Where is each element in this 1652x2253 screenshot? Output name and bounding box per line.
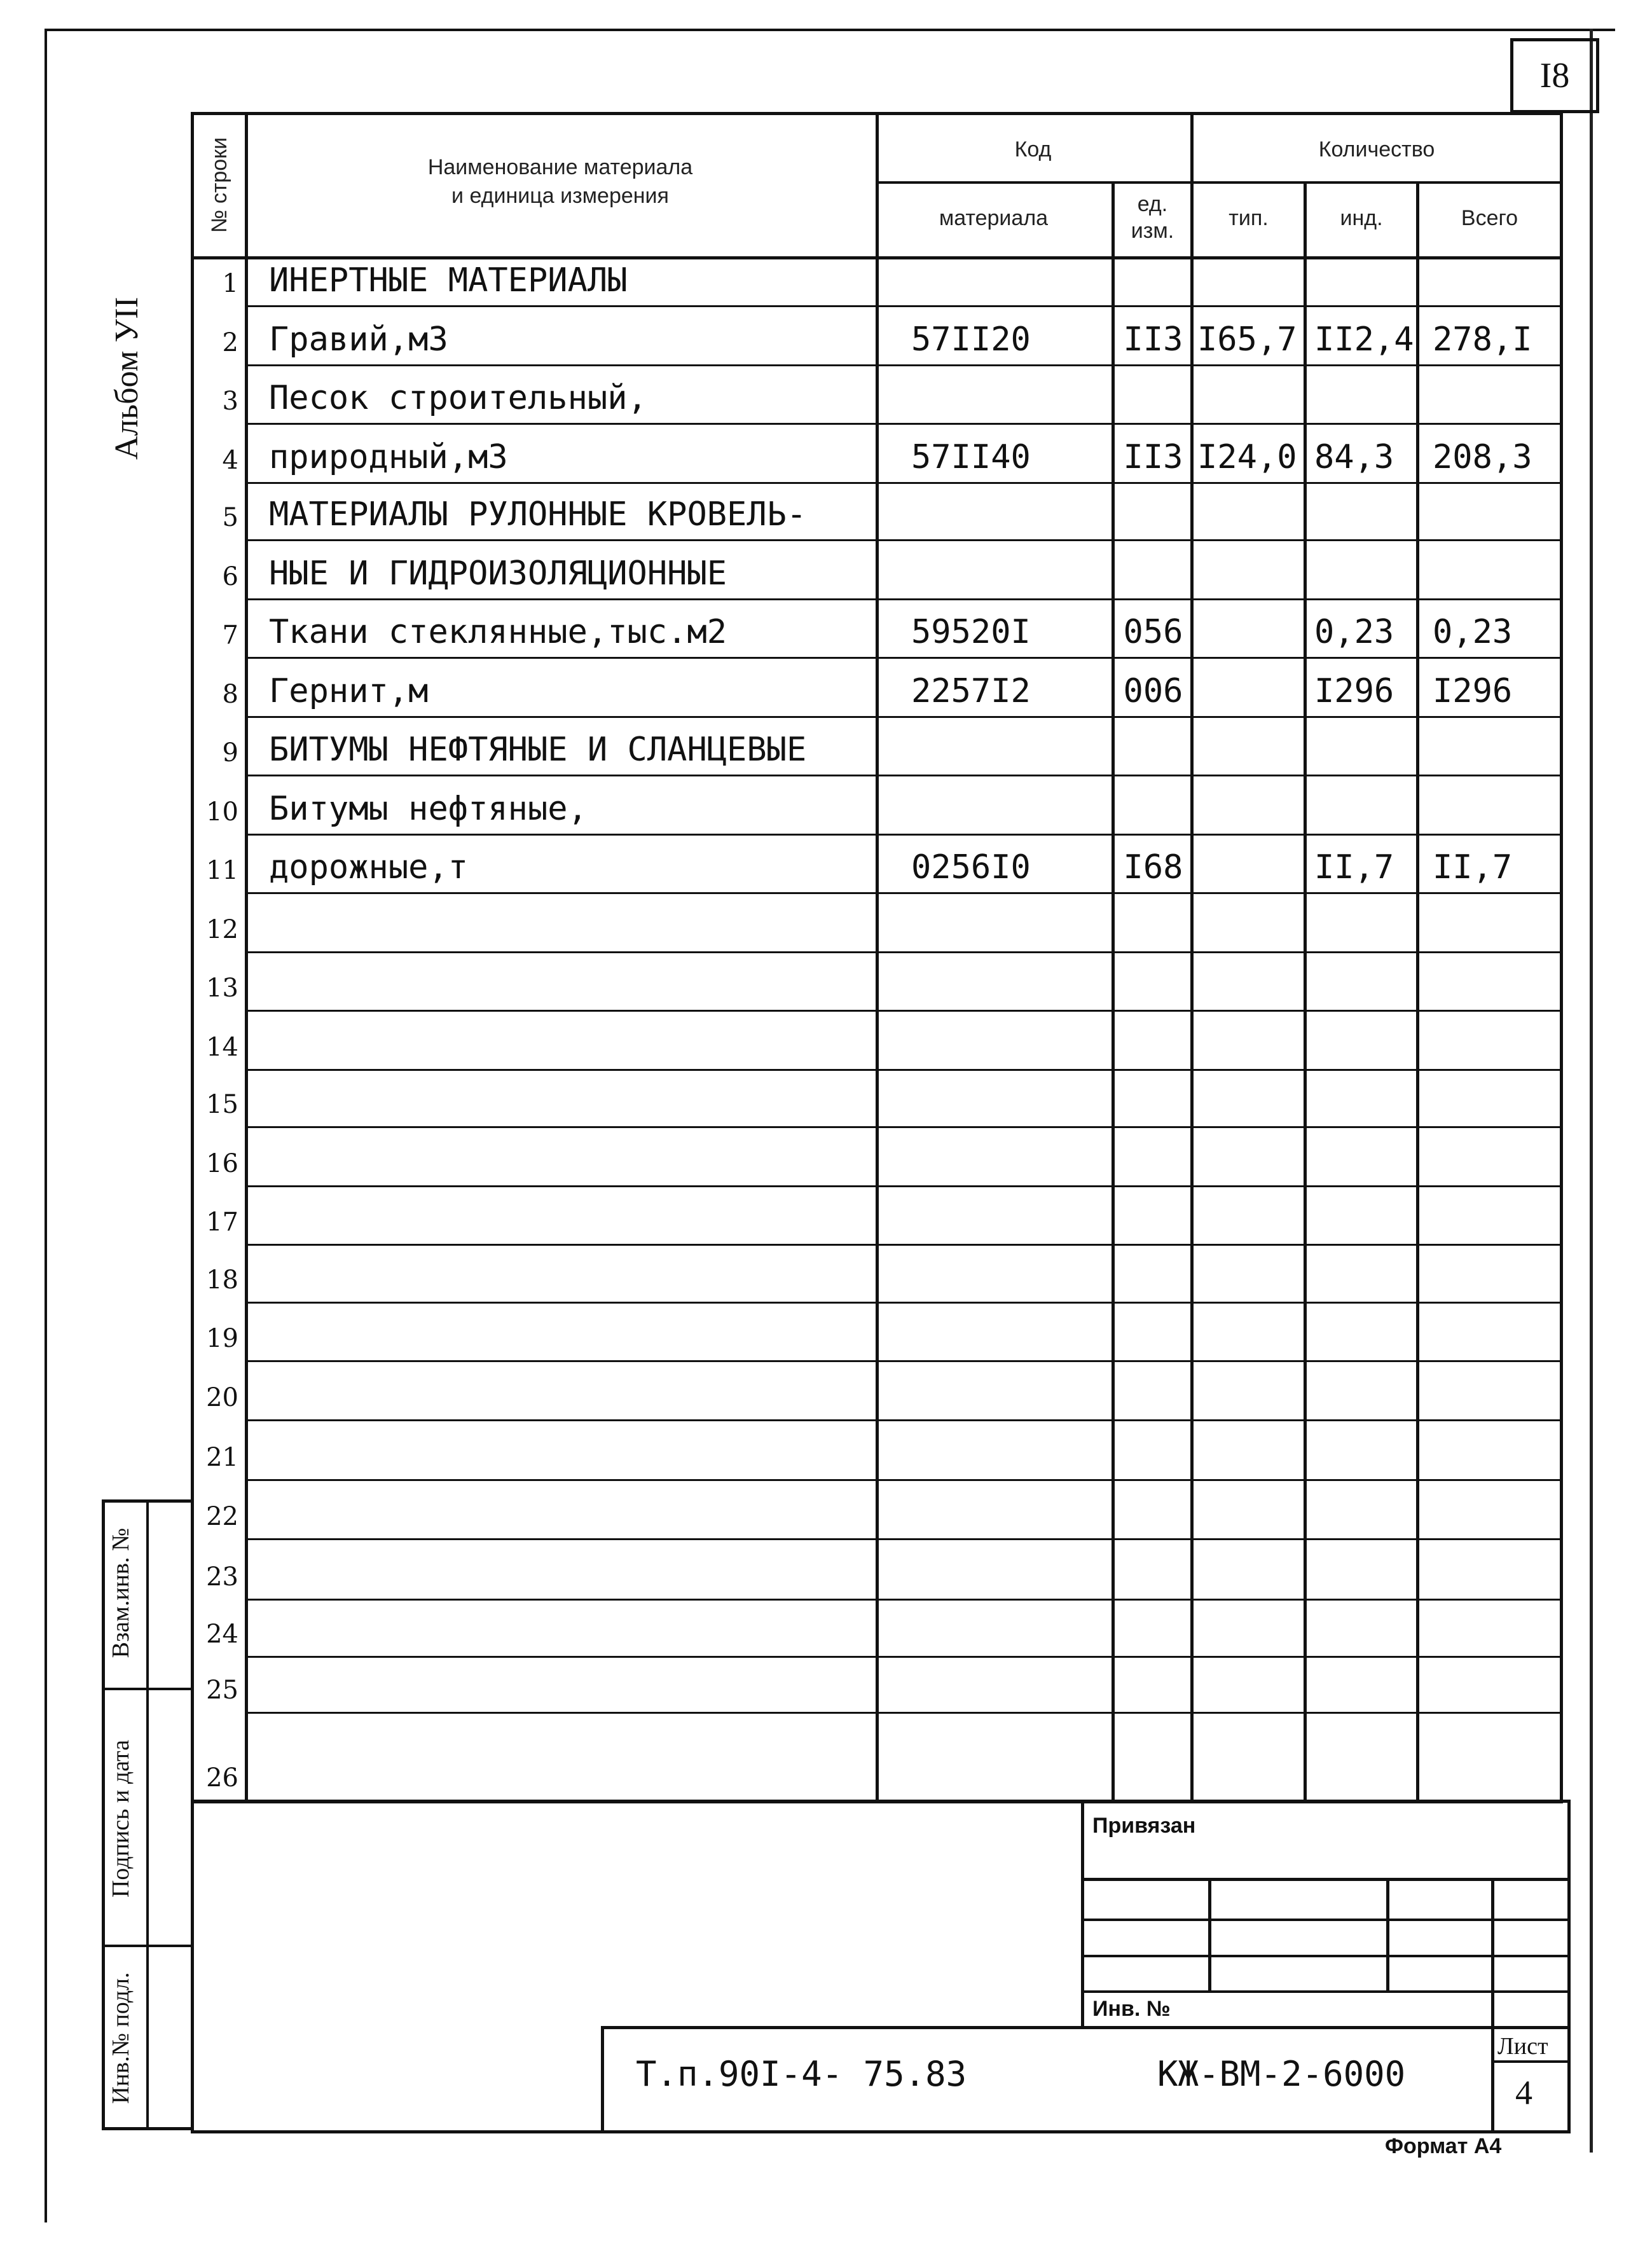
- row-number: 8: [222, 680, 238, 709]
- material-name: Гравий,м3: [269, 320, 448, 359]
- table-row: [194, 1246, 1561, 1304]
- table-row: [194, 659, 1561, 718]
- row-number: 12: [206, 915, 238, 944]
- row-number: 24: [206, 1620, 238, 1649]
- header-name-line2: и единица измерения: [451, 184, 669, 208]
- header-qty-ind: инд.: [1340, 206, 1383, 230]
- unit-code: II3: [1123, 438, 1183, 476]
- table-row: [194, 1071, 1561, 1128]
- title-sheet-hline: [1491, 2060, 1571, 2063]
- title-doc-left-border: [601, 2026, 604, 2133]
- table-row: [194, 1187, 1561, 1246]
- row-number: 15: [206, 1090, 238, 1119]
- material-name: МАТЕРИАЛЫ РУЛОННЫЕ КРОВЕЛЬ-: [269, 495, 807, 534]
- header-qty-total: Всего: [1461, 206, 1518, 230]
- material-code: 0256I0: [911, 848, 1031, 886]
- title-grid-vline-2: [1386, 1878, 1389, 1992]
- material-name: Ткани стеклянные,тыс.м2: [269, 613, 727, 651]
- qty-total: 208,3: [1433, 438, 1532, 476]
- material-code: 57II20: [911, 320, 1031, 359]
- qty-individual: 0,23: [1314, 613, 1394, 651]
- title-grid-line-1: [1081, 1919, 1571, 1921]
- title-privyazan-left-border: [1081, 1800, 1084, 2029]
- header-code-unit-line2: изм.: [1131, 219, 1174, 243]
- qty-typical: I65,7: [1197, 320, 1297, 359]
- qty-total: 0,23: [1433, 613, 1513, 651]
- table-row: [194, 1540, 1561, 1601]
- material-code: 57II40: [911, 438, 1031, 476]
- header-code-unit-line1: ед.: [1137, 192, 1168, 216]
- row-number: 17: [206, 1208, 238, 1237]
- header-name-line1: Наименование материала: [427, 155, 693, 179]
- row-number: 13: [206, 974, 238, 1003]
- title-grid-vline-1: [1208, 1878, 1211, 1992]
- qty-total: I296: [1433, 672, 1513, 710]
- table-row: [194, 1012, 1561, 1071]
- table-row: [194, 307, 1561, 366]
- left-stamp-divider-1: [102, 1688, 194, 1690]
- header-code-material: материала: [939, 206, 1049, 230]
- left-stamp-divider-vertical: [146, 1499, 149, 2130]
- title-grid-line-3: [1081, 1990, 1571, 1993]
- table-row: [194, 259, 1561, 307]
- row-number: 25: [206, 1676, 238, 1705]
- table-row: [194, 1362, 1561, 1421]
- table-row: [194, 1128, 1561, 1187]
- row-number: 22: [206, 1502, 238, 1531]
- materials-table: [191, 112, 1563, 1803]
- row-number: 10: [206, 797, 238, 827]
- qty-total: 278,I: [1433, 320, 1532, 359]
- row-number: 14: [206, 1033, 238, 1062]
- row-number: 7: [222, 621, 238, 650]
- table-row: [194, 718, 1561, 776]
- title-inv-line: [601, 2026, 1571, 2029]
- table-row: [194, 1421, 1561, 1481]
- table-row: [194, 425, 1561, 484]
- material-code: 59520I: [911, 613, 1031, 651]
- row-number: 5: [222, 503, 238, 532]
- title-grid-line-2: [1081, 1955, 1571, 1957]
- unit-code: I68: [1123, 848, 1183, 886]
- table-row: [194, 894, 1561, 953]
- title-sheet-value: 4: [1515, 2074, 1532, 2112]
- qty-individual: II,7: [1314, 848, 1394, 886]
- material-name: Песок строительный,: [269, 379, 647, 417]
- table-row: [194, 366, 1561, 425]
- row-number: 2: [222, 328, 238, 357]
- title-privyazan-label: Привязан: [1092, 1814, 1196, 1838]
- table-row: [194, 484, 1561, 541]
- title-privyazan-line: [1081, 1878, 1571, 1881]
- table-row: [194, 600, 1561, 659]
- row-number: 23: [206, 1562, 238, 1592]
- table-row: [194, 1601, 1561, 1658]
- header-qty-type: тип.: [1229, 206, 1269, 230]
- unit-code: II3: [1123, 320, 1183, 359]
- title-sheet-label: Лист: [1497, 2033, 1548, 2060]
- table-row: [194, 541, 1561, 600]
- row-number: 19: [206, 1324, 238, 1353]
- material-name: БИТУМЫ НЕФТЯНЫЕ И СЛАНЦЕВЫЕ: [269, 731, 807, 769]
- material-name: дорожные,т: [269, 848, 469, 886]
- row-number: 4: [222, 446, 238, 475]
- material-name: Гернит,м: [269, 672, 429, 710]
- title-drawing-code: КЖ-ВМ-2-6000: [1157, 2054, 1406, 2094]
- stamp-vzam-inv: Взам.инв. №: [107, 1527, 134, 1658]
- material-name: природный,м3: [269, 438, 508, 476]
- header-subdivider: [876, 181, 1560, 184]
- frame-left-border: [45, 29, 47, 2222]
- title-sheet-vline: [1491, 2026, 1494, 2133]
- table-row: [194, 1304, 1561, 1362]
- row-number: 21: [206, 1443, 238, 1472]
- table-row: [194, 953, 1561, 1012]
- table-row: [194, 1714, 1561, 1802]
- title-grid-vline-3: [1491, 1878, 1494, 2028]
- table-row: [194, 776, 1561, 836]
- album-label: Альбом УII: [109, 296, 145, 460]
- header-qty-group: Количество: [1318, 137, 1435, 162]
- frame-right-border: [1590, 29, 1593, 2153]
- material-name: ИНЕРТНЫЕ МАТЕРИАЛЫ: [269, 261, 628, 300]
- row-number: 1: [222, 269, 238, 298]
- material-name: Битумы нефтяные,: [269, 790, 588, 828]
- row-number: 11: [206, 856, 238, 885]
- row-number: 18: [206, 1265, 238, 1295]
- title-inv-label: Инв. №: [1092, 1997, 1171, 2021]
- row-number: 20: [206, 1383, 238, 1412]
- table-row: [194, 1658, 1561, 1714]
- title-doc-code: Т.п.90I-4- 75.83: [636, 2054, 967, 2094]
- stamp-inv-podl: Инв.№ подл.: [107, 1972, 134, 2104]
- qty-individual: 84,3: [1314, 438, 1394, 476]
- row-number: 26: [206, 1763, 238, 1793]
- material-name: НЫЕ И ГИДРОИЗОЛЯЦИОННЫЕ: [269, 555, 727, 593]
- row-number: 3: [222, 387, 238, 416]
- frame-top-border: [45, 29, 1615, 31]
- qty-individual: I296: [1314, 672, 1394, 710]
- material-code: 2257I2: [911, 672, 1031, 710]
- qty-individual: II2,4: [1314, 320, 1414, 359]
- format-label: Формат А4: [1385, 2134, 1502, 2158]
- unit-code: 056: [1123, 613, 1183, 651]
- table-row: [194, 836, 1561, 894]
- stamp-podpis-data: Подпись и дата: [107, 1739, 134, 1898]
- left-stamp-divider-2: [102, 1945, 194, 1947]
- qty-total: II,7: [1433, 848, 1513, 886]
- row-number: 6: [222, 562, 238, 591]
- header-row-number: № строки: [207, 137, 231, 233]
- sheet-number: I8: [1510, 38, 1599, 113]
- row-number: 16: [206, 1149, 238, 1178]
- unit-code: 006: [1123, 672, 1183, 710]
- qty-typical: I24,0: [1197, 438, 1297, 476]
- table-row: [194, 1481, 1561, 1540]
- row-number: 9: [222, 738, 238, 768]
- header-code-group: Код: [1014, 137, 1052, 162]
